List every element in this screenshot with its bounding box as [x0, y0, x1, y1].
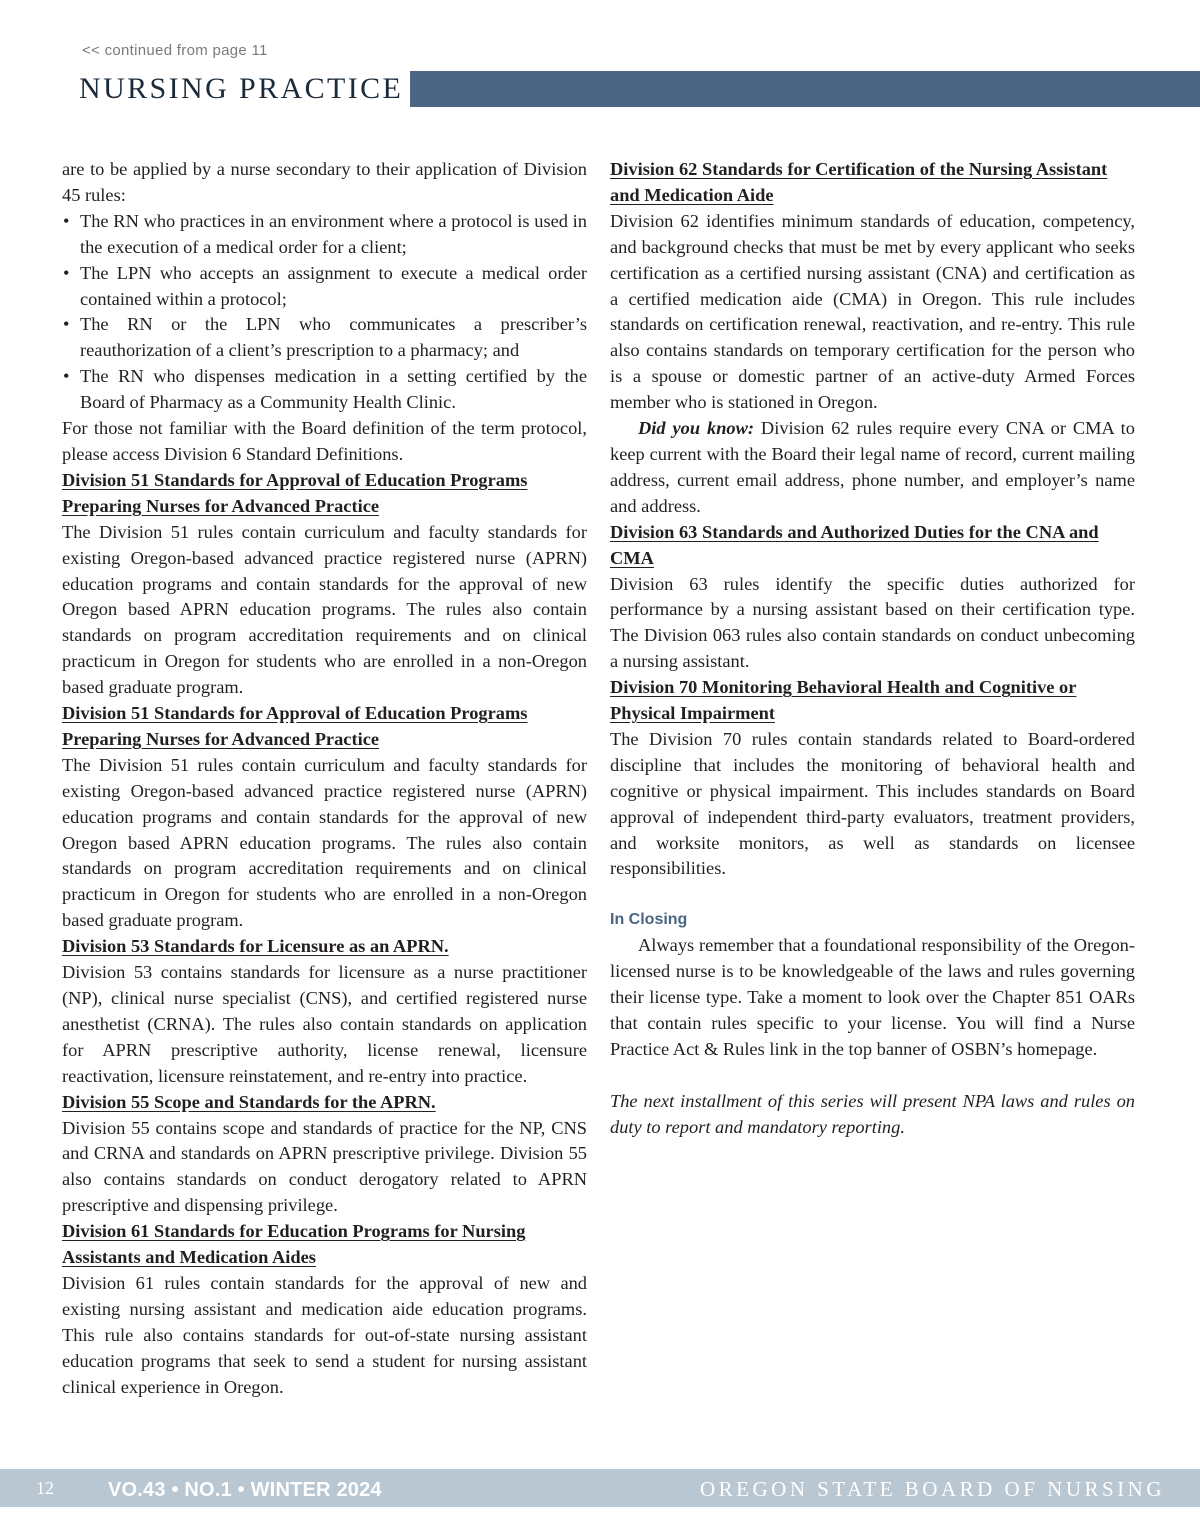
division-63-heading: Division 63 Standards and Authorized Duties for the CNA and CMA — [610, 521, 1099, 568]
page-number: 12 — [36, 1478, 54, 1498]
division-55-body: Division 55 contains scope and standards of practice for the NP, CNS and CRNA and standards on APRN prescriptive privilege. Division 55 also contains standards on conduct derogatory related to APRN prescriptive and dispensing privilege. — [62, 1117, 587, 1216]
division-70-heading: Division 70 Monitoring Behavioral Health and Cognitive or Physical Impairment — [610, 677, 1077, 724]
division-70-body: The Division 70 rules contain standards related to Board-ordered discipline that includes the monitoring of behavioral health and cognitive or physical impairment. This includes standards on Board approval of independent third-party evaluators, treatment providers, and worksite monitors, as well as standards on licensee responsibilities. — [610, 728, 1135, 879]
section-title-bar — [410, 71, 1200, 107]
list-item: • The RN or the LPN who communicates a prescriber’s reauthorization of a client’s prescription to a pharmacy; and — [62, 312, 587, 364]
division-61-heading: Division 61 Standards for Education Programs for Nursing Assistants and Medication Aides — [62, 1221, 526, 1268]
division-51-body-repeat: The Division 51 rules contain curriculum and faculty standards for existing Oregon-based advanced practice registered nurse (APRN) education programs and contain standards for the approval of new Oregon based APRN education programs. The rules also contain standards on program accreditation requirements and on clinical practicum in Oregon for students who are enrolled in a non-Oregon based graduate program. — [62, 754, 587, 931]
division-51-heading: Division 51 Standards for Approval of Education Programs Preparing Nurses for Advanced Practice — [62, 469, 528, 516]
division-51-body: The Division 51 rules contain curriculum and faculty standards for existing Oregon-based advanced practice registered nurse (APRN) education programs and contain standards for the approval of new Oregon based APRN education programs. The rules also contain standards on program accreditation requirements and on clinical practicum in Oregon for students who are enrolled in a non-Oregon based graduate program. — [62, 521, 587, 698]
did-you-know-label: Did you know: — [638, 418, 755, 439]
list-item: • The RN who practices in an environment where a protocol is used in the execution of a medical order for a client; — [62, 209, 587, 261]
division-62-body: Division 62 identifies minimum standards of education, competency, and background checks that must be met by every applicant who seeks certification as a certified nursing assistant (CNA) and certification as a certified medication aide (CMA) in Oregon. This rule includes standards on certification renewal, reactivation, and re-entry. This rule also contains standards on temporary certification for the person who is a spouse or domestic partner of an active-duty Armed Forces member who is stationed in Oregon. — [610, 210, 1135, 413]
list-item: • The LPN who accepts an assignment to execute a medical order contained within a protocol; — [62, 261, 587, 313]
division-53-heading: Division 53 Standards for Licensure as an APRN. — [62, 936, 449, 957]
did-you-know-paragraph — [610, 416, 1135, 520]
organization-name: OREGON STATE BOARD OF NURSING — [699, 1477, 1165, 1501]
protocol-note-paragraph: For those not familiar with the Board definition of the term protocol, please access Division 6 Standard Definitions. — [62, 418, 587, 464]
division-51-heading-repeat: Division 51 Standards for Approval of Education Programs Preparing Nurses for Advanced Practice — [62, 703, 528, 749]
division-61-body: Division 61 rules contain standards for the approval of new and existing nursing assistant and medication aide education programs. This rule also contains standards for out-of-state nursing assistant education programs that seek to send a student for nursing assistant clinical experience in Oregon. — [62, 1272, 587, 1397]
issue-label: VO.43 • NO.1 • WINTER 2024 — [108, 1479, 382, 1501]
closing-paragraph: Always remember that a foundational responsibility of the Oregon-licensed nurse is to be knowledgeable of the laws and rules governing their license type. Take a moment to look over the Chapter 851 OARs that contain rules specific to your license. You will find a Nurse Practice Act & Rules link in the top banner of OSBN’s homepage. — [610, 935, 1135, 1059]
division-63-body: Division 63 rules identify the specific duties authorized for performance by a nursing assistant based on their certification type. The Division 063 rules also contain standards on conduct unbecoming a nursing assistant. — [610, 573, 1135, 672]
protocol-bullet-list — [62, 209, 587, 416]
next-installment-note: The next installment of this series will present NPA laws and rules on duty to report and mandatory reporting. — [610, 1090, 1135, 1137]
continued-from-note: << continued from page 11 — [82, 42, 268, 59]
list-item: • The RN who dispenses medication in a setting certified by the Board of Pharmacy as a Community Health Clinic. — [62, 364, 587, 416]
paragraph-spacer — [610, 1063, 1135, 1089]
did-you-know-text: Division 62 rules require every CNA or CMA to keep current with the Board their legal name of record, current mailing address, current email address, phone number, and employer’s name and address. — [610, 418, 1135, 516]
section-title: NURSING PRACTICE — [79, 72, 404, 105]
division-53-body: Division 53 contains standards for licensure as a nurse practitioner (NP), clinical nurse specialist (CNS), and certified registered nurse anesthetist (CRNA). The rules also contain standards on application for APRN prescriptive authority, license renewal, licensure reactivation, licensure reinstatement, and re-entry into practice. — [62, 962, 587, 1086]
division-55-heading: Division 55 Scope and Standards for the APRN. — [62, 1091, 436, 1112]
right-column — [610, 157, 1135, 1141]
division-62-heading: Division 62 Standards for Certification of the Nursing Assistant and Medication Aide — [610, 159, 1108, 205]
in-closing-heading: In Closing — [610, 911, 688, 929]
intro-paragraph: are to be applied by a nurse secondary to their application of Division 45 rules: — [62, 159, 587, 205]
left-column — [62, 157, 587, 1401]
